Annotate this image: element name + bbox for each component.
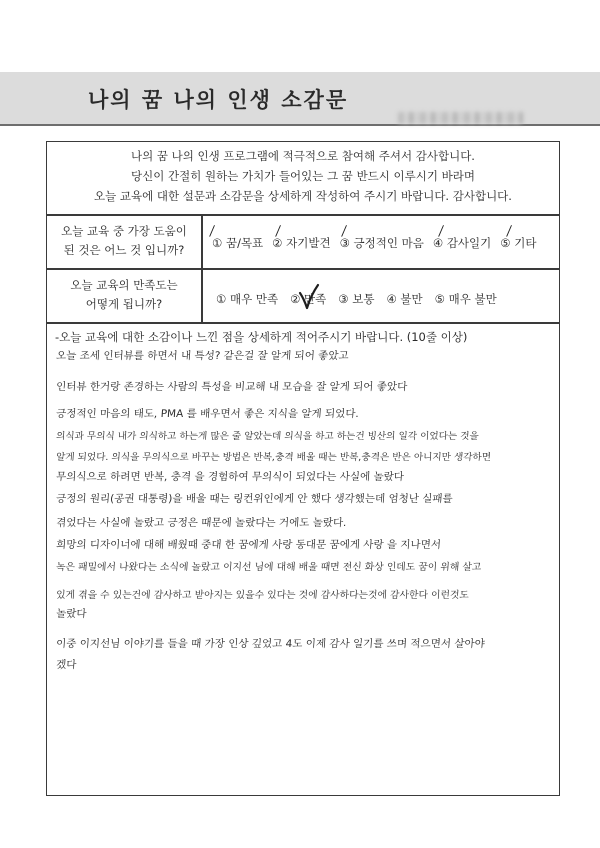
table-rule-top (46, 214, 560, 216)
question-2-label-line-1: 오늘 교육의 만족도는 (70, 278, 178, 292)
checkmark-icon (298, 283, 320, 311)
table-rule-bottom (46, 322, 560, 324)
q2-option-5[interactable]: ⑤ 매우 불만 (434, 292, 497, 306)
handwritten-line: 이중 이지선님 이야기를 들을 때 가장 인상 깊었고 4도 이제 감사 일기를 쓰며 적으면서 살아야 (55, 638, 486, 650)
handwritten-line: 긍정의 원리(공권 대통령)을 배울 때는 링컨위인에게 안 했다 생각했는데 엄청난 실패를 (55, 493, 454, 505)
q1-option-5[interactable]: ⑤ 기타 (500, 236, 537, 250)
q1-option-4[interactable]: ④ 감사일기 (432, 236, 492, 250)
handwritten-line: 녹은 패밀에서 나왔다는 소식에 놀랐고 이지선 님에 대해 배울 때면 전신 화상 인데도 꿈이 위해 살고 (55, 562, 482, 573)
pen-tick-mark: ⁄ (506, 223, 512, 241)
pen-tick-mark: ⁄ (438, 223, 444, 241)
handwritten-line: 겠다 (55, 659, 77, 671)
table-rule-middle (46, 268, 560, 270)
handwritten-line: 인터뷰 한거랑 존경하는 사람의 특성을 비교해 내 모습을 잘 알게 되어 좋았다 (55, 381, 408, 393)
question-2-options (216, 291, 509, 307)
handwritten-line: 희망의 디자이너에 대해 배웠때 중대 한 꿈에게 사랑 동대문 꿈에게 사랑 을 지나면서 (55, 539, 442, 551)
question-1-label-line-1: 오늘 교육 중 가장 도움이 (61, 224, 187, 238)
intro-text (46, 146, 560, 206)
q2-option-1[interactable]: ① 매우 만족 (216, 292, 279, 306)
table-column-divider (201, 214, 203, 322)
essay-prompt: -오늘 교육에 대한 소감이나 느낀 점을 상세하게 적어주시기 바랍니다. (10줄 이상) (55, 330, 468, 344)
handwritten-line: 긍정적인 마음의 태도, PMA 를 배우면서 좋은 지식을 알게 되었다. (55, 408, 360, 420)
question-2-label (47, 276, 201, 314)
handwritten-line: 놀랐다 (55, 608, 87, 620)
q1-option-3[interactable]: ③ 긍정적인 마음 (339, 236, 424, 250)
question-1-options (212, 235, 545, 251)
page-title: 나의 꿈 나의 인생 소감문 (88, 88, 349, 112)
intro-line-2: 당신이 간절히 원하는 가치가 들어있는 그 꿈 반드시 이루시기 바라며 (131, 169, 475, 183)
intro-line-3: 오늘 교육에 대한 설문과 소감문을 상세하게 작성하여 주시기 바랍니다. 감사합니다. (94, 189, 512, 203)
redacted-name (398, 112, 523, 124)
handwritten-line: 무의식으로 하려면 반복, 충격 을 경험하여 무의식이 되었다는 사실에 놀랐다 (55, 471, 405, 483)
intro-line-1: 나의 꿈 나의 인생 프로그램에 적극적으로 참여해 주셔서 감사합니다. (131, 149, 475, 163)
pen-tick-mark: ⁄ (209, 223, 215, 241)
handwritten-line: 의식과 무의식 내가 의식하고 하는게 많은 줄 알았는데 의식을 하고 하는건 빙산의 일각 이었다는 것을 (55, 431, 480, 442)
q2-option-3[interactable]: ③ 보통 (338, 292, 375, 306)
q1-option-2[interactable]: ② 자기발견 (272, 236, 331, 250)
q1-option-1[interactable]: ① 꿈/목표 (212, 236, 264, 250)
handwritten-line: 있게 겪을 수 있는건에 감사하고 받아지는 있을수 있다는 것에 감사하다는것에 감사한다 이런것도 (55, 590, 470, 601)
pen-tick-mark: ⁄ (275, 223, 281, 241)
pen-tick-mark: ⁄ (341, 223, 347, 241)
q2-option-2[interactable]: ② 만족 (290, 292, 327, 306)
header-rule (0, 124, 600, 126)
handwritten-line: 겪었다는 사실에 놀랐고 긍정은 때문에 놀랐다는 거에도 놀랐다. (55, 517, 347, 529)
question-1-label-line-2: 된 것은 어느 것 입니까? (63, 243, 185, 257)
q2-option-4[interactable]: ④ 불만 (386, 292, 423, 306)
question-2-label-line-2: 어떻게 됩니까? (85, 297, 163, 311)
handwritten-line: 알게 되었다. 의식을 무의식으로 바꾸는 방법은 반복,충격 배울 때는 반복,충격은 반은 아니지만 생각하면 (55, 452, 492, 463)
handwritten-line: 오늘 조세 인터뷰를 하면서 내 특성? 같은걸 잘 알게 되어 좋았고 (55, 350, 349, 362)
question-1-label (47, 222, 201, 260)
